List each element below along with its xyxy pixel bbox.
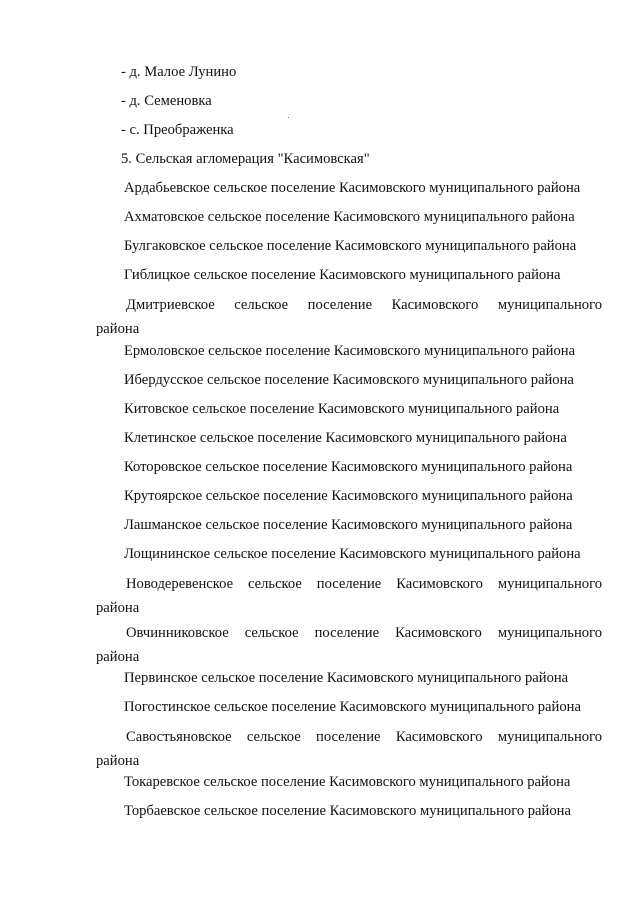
settlement-krutoyarskoe: Крутоярское сельское поселение Касимовского муниципального района <box>124 488 573 504</box>
settlement-ardabevskoe: Ардабьевское сельское поселение Касимовского муниципального района <box>124 180 581 196</box>
settlement-lashmanskoe: Лашманское сельское поселение Касимовского муниципального района <box>124 517 573 533</box>
list-item-preobrazhenka: - с. Преображенка <box>121 122 234 138</box>
settlement-kotorovskoe: Которовское сельское поселение Касимовского муниципального района <box>124 459 573 475</box>
scan-speck <box>288 117 289 118</box>
settlement-ovchinnikovskoe-line2: района <box>96 649 140 665</box>
settlement-pogostinskoe: Погостинское сельское поселение Касимовского муниципального района <box>124 699 581 715</box>
settlement-pervinskoe: Первинское сельское поселение Касимовского муниципального района <box>124 670 569 686</box>
settlement-novoderevenskoe <box>96 572 602 620</box>
settlement-savostyanovskoe <box>96 725 602 773</box>
settlement-kletinskoe: Клетинское сельское поселение Касимовского муниципального района <box>124 430 567 446</box>
settlement-dmitrievskoe-line2: района <box>96 321 140 337</box>
settlement-ovchinnikovskoe <box>96 621 602 669</box>
settlement-tokarevskoe: Токаревское сельское поселение Касимовского муниципального района <box>124 774 571 790</box>
settlement-savostyanovskoe-line2: района <box>96 753 140 769</box>
settlement-iberdusskoe: Ибердусское сельское поселение Касимовского муниципального района <box>124 372 574 388</box>
settlement-novoderevenskoe-line1: Новодеревенское сельское поселение Касимовского муниципального <box>126 576 602 592</box>
settlement-giblitskoe: Гиблицкое сельское поселение Касимовского муниципального района <box>124 267 561 283</box>
settlement-loshchininskoe: Лощининское сельское поселение Касимовского муниципального района <box>124 546 581 562</box>
settlement-bulgakovskoe: Булгаковское сельское поселение Касимовского муниципального района <box>124 238 577 254</box>
list-item-semenovka: - д. Семеновка <box>121 93 212 109</box>
settlement-ovchinnikovskoe-line1: Овчинниковское сельское поселение Касимовского муниципального <box>126 625 602 641</box>
section-heading-kasimovskaya: 5. Сельская агломерация "Касимовская" <box>121 151 370 167</box>
settlement-kitovskoe: Китовское сельское поселение Касимовского муниципального района <box>124 401 560 417</box>
settlement-savostyanovskoe-line1: Савостьяновское сельское поселение Касимовского муниципального <box>126 729 602 745</box>
settlement-novoderevenskoe-line2: района <box>96 600 140 616</box>
settlement-torbaevskoe: Торбаевское сельское поселение Касимовского муниципального района <box>124 803 571 819</box>
settlement-akhmatovskoe: Ахматовское сельское поселение Касимовского муниципального района <box>124 209 575 225</box>
settlement-dmitrievskoe-line1: Дмитриевское сельское поселение Касимовского муниципального <box>126 297 602 313</box>
list-item-maloe-lunino: - д. Малое Лунино <box>121 64 237 80</box>
settlement-ermolovskoe: Ермоловское сельское поселение Касимовского муниципального района <box>124 343 576 359</box>
settlement-dmitrievskoe <box>96 293 602 341</box>
